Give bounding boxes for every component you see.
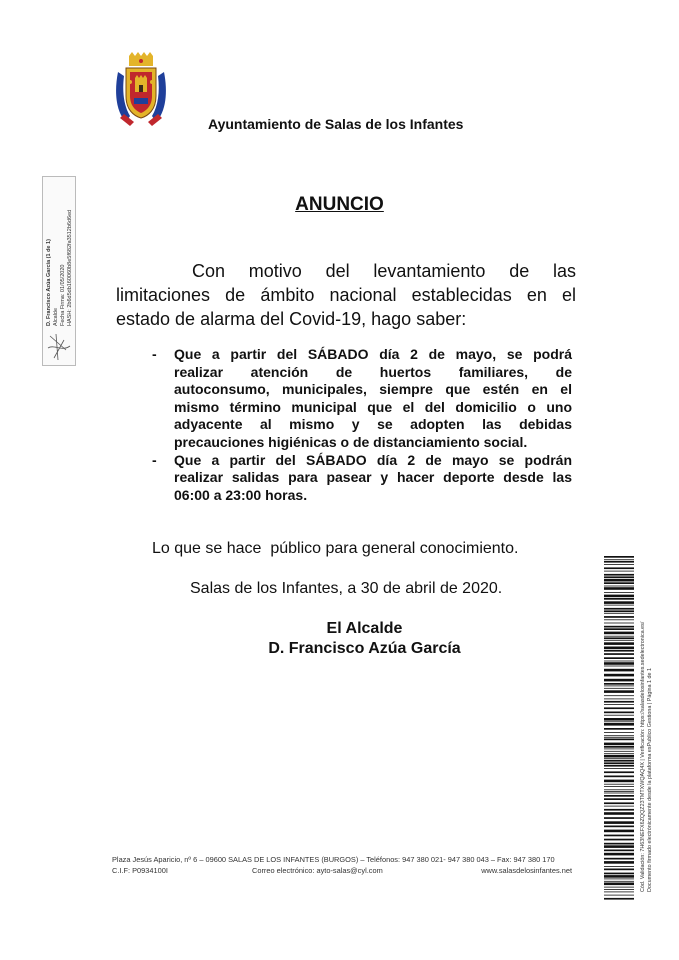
- barcode-bar: [604, 636, 634, 637]
- barcode-bar: [604, 601, 634, 604]
- barcode-bar: [604, 679, 634, 682]
- bullet-item: [152, 452, 572, 505]
- validation-line: Cód. Validación: 7H63NEFX6ZQQZ23TMTXWQAQ4X | Verificación: https://salasdelosinfantes.sedelectronica.es/: [640, 621, 646, 892]
- barcode-bar: [604, 721, 634, 722]
- barcode-bar: [604, 780, 634, 783]
- footer-cif: C.I.F: P0934100I: [112, 866, 168, 875]
- barcode-bar: [604, 686, 634, 687]
- barcode-bar: [604, 812, 634, 815]
- barcode-bar: [604, 586, 634, 587]
- barcode-bar: [604, 598, 634, 600]
- bullet-dash: -: [152, 451, 157, 468]
- handwritten-signature: [46, 332, 72, 362]
- intro-line: limitaciones de ámbito nacional establecidas en el: [116, 285, 576, 305]
- intro-line: Con motivo del levantamiento de las: [192, 261, 576, 281]
- barcode-bar: [604, 632, 634, 635]
- bullet-line: precauciones higiénicas o de distanciamiento social.: [174, 433, 528, 450]
- bullet-item: [152, 346, 572, 452]
- barcode-bar: [604, 642, 634, 645]
- barcode-bar: [604, 605, 634, 606]
- barcode-bar: [604, 715, 634, 716]
- barcode-bar: [604, 765, 634, 767]
- barcode-bar: [604, 898, 634, 900]
- barcode-bar: [604, 637, 634, 639]
- barcode-bar: [604, 853, 634, 856]
- barcode-bar: [604, 666, 634, 667]
- barcode-bar: [604, 793, 634, 794]
- barcode-bar: [604, 789, 634, 790]
- barcode-bar: [604, 723, 634, 726]
- barcode-bar: [604, 762, 634, 764]
- barcode-bar: [604, 653, 634, 655]
- bullet-line: realizar atención de huertos familiares, de: [174, 363, 572, 380]
- barcode-bar: [604, 751, 634, 752]
- barcode-bar: [604, 688, 634, 689]
- barcode-bar: [604, 735, 634, 736]
- barcode: [604, 556, 634, 900]
- bullet-line: Que a partir del SÁBADO día 2 de mayo se podrán: [174, 451, 572, 468]
- barcode-bar: [604, 567, 634, 569]
- barcode-bar: [604, 776, 634, 778]
- barcode-bar: [604, 610, 634, 612]
- barcode-bar: [604, 737, 634, 738]
- barcode-bar: [604, 866, 634, 867]
- barcode-bar: [604, 595, 634, 598]
- barcode-bar: [604, 835, 634, 837]
- barcode-bar: [604, 821, 634, 824]
- bullet-line: realizar salidas para pasear y hacer deporte desde las: [174, 469, 572, 486]
- barcode-bar: [604, 707, 634, 709]
- bullet-line: adyacente al mismo y se adopten las debidas: [174, 416, 572, 433]
- page-footer: [112, 854, 572, 876]
- closing-statement: Lo que se hace público para general conocimiento.: [152, 540, 519, 557]
- barcode-bar: [604, 875, 634, 878]
- barcode-bar: [604, 758, 634, 759]
- barcode-bar: [604, 861, 634, 864]
- notice-intro: [116, 259, 576, 331]
- barcode-bar: [604, 608, 634, 610]
- barcode-bar: [604, 699, 634, 700]
- barcode-bar: [604, 791, 634, 792]
- barcode-bar: [604, 830, 634, 833]
- barcode-bar: [604, 873, 634, 875]
- barcode-bar: [604, 592, 634, 593]
- barcode-bar: [604, 749, 634, 750]
- barcode-bar: [604, 889, 634, 890]
- barcode-bar: [604, 619, 634, 620]
- barcode-bar: [604, 817, 634, 819]
- barcode-bar: [604, 579, 634, 582]
- barcode-bar: [604, 843, 634, 845]
- signature-stamp-line: Alcalde: [53, 307, 59, 326]
- barcode-bar: [604, 739, 634, 741]
- validation-line: Documento firmado electrónicamente desde la plataforma esPublico Gestiona | Página 1 de 1: [647, 667, 653, 892]
- barcode-bar: [604, 746, 634, 748]
- barcode-bar: [604, 574, 634, 576]
- barcode-bar: [604, 869, 634, 871]
- barcode-bar: [604, 650, 634, 652]
- barcode-bar: [604, 809, 634, 811]
- notice-title: ANUNCIO: [295, 194, 384, 215]
- signer-name: D. Francisco Azúa García: [268, 640, 461, 657]
- bullet-line: mismo término municipal que el del domicilio o uno: [174, 398, 572, 415]
- barcode-bar: [604, 768, 634, 769]
- barcode-bar: [604, 784, 634, 785]
- barcode-bar: [604, 732, 634, 733]
- barcode-bar: [604, 613, 634, 614]
- bullet-line: 06:00 a 23:00 horas.: [174, 486, 308, 503]
- footer-address: Plaza Jesús Aparicio, nº 6 – 09600 SALAS DE LOS INFANTES (BURGOS) – Teléfonos: 947 380 021- 947 380 043 – Fax: 947 380 170: [112, 855, 555, 864]
- barcode-bar: [604, 771, 634, 773]
- barcode-bar: [604, 795, 634, 797]
- signer-role: El Alcalde: [326, 620, 403, 637]
- intro-line: estado de alarma del Covid-19, hago saber:: [116, 309, 467, 329]
- barcode-bar: [604, 628, 634, 630]
- footer-website: www.salasdelosinfantes.net: [481, 866, 572, 875]
- barcode-bar: [604, 718, 634, 721]
- signature-stamp-text: [46, 210, 74, 326]
- barcode-bar: [604, 616, 634, 618]
- organization-heading: Ayuntamiento de Salas de los Infantes: [208, 116, 464, 132]
- barcode-bar: [604, 883, 634, 886]
- barcode-bar: [604, 662, 634, 665]
- signature-stamp-line: Fecha Firma: 01/05/2020: [60, 264, 66, 326]
- barcode-bar: [604, 556, 634, 558]
- place-and-date: Salas de los Infantes, a 30 de abril de 2020.: [190, 580, 503, 597]
- barcode-bar: [604, 712, 634, 714]
- barcode-bar: [604, 683, 634, 685]
- barcode-bar: [604, 892, 634, 893]
- barcode-bar: [604, 881, 634, 882]
- barcode-bar: [604, 571, 634, 572]
- barcode-bar: [604, 895, 634, 896]
- signature-stamp-line: HASH: 2b6d5db160060b8e5f682fa3512b6d6ed: [67, 209, 73, 326]
- barcode-bar: [604, 623, 634, 624]
- barcode-bar: [604, 802, 634, 804]
- municipal-crest-logo: [112, 52, 170, 128]
- barcode-bar: [604, 640, 634, 641]
- barcode-bar: [604, 561, 634, 563]
- barcode-bar: [604, 704, 634, 705]
- signature-stamp-line: D. Francisco Azúa García (1 de 1): [46, 239, 52, 326]
- barcode-bar: [604, 690, 634, 693]
- barcode-bar: [604, 626, 634, 628]
- barcode-bar: [604, 755, 634, 758]
- bullet-line: Que a partir del SÁBADO día 2 de mayo, se podrá: [174, 346, 572, 362]
- barcode-bar: [604, 674, 634, 677]
- barcode-bar: [604, 887, 634, 888]
- barcode-bar: [604, 743, 634, 746]
- barcode-bar: [604, 564, 634, 565]
- barcode-bar: [604, 858, 634, 860]
- barcode-bar: [604, 587, 634, 590]
- barcode-bar: [604, 728, 634, 730]
- validation-text: [640, 622, 654, 892]
- barcode-bar: [604, 661, 634, 662]
- barcode-bar: [604, 669, 634, 672]
- barcode-bar: [604, 657, 634, 659]
- barcode-bar: [604, 559, 634, 560]
- barcode-bar: [604, 753, 634, 754]
- barcode-bar: [604, 826, 634, 828]
- barcode-bar: [604, 576, 634, 578]
- barcode-bar: [604, 845, 634, 848]
- barcode-bar: [604, 701, 634, 703]
- barcode-bar: [604, 786, 634, 787]
- notice-bullets: [152, 346, 572, 504]
- barcode-bar: [604, 798, 634, 800]
- bullet-line: autoconsumo, municipales, siempre que estén en el: [174, 381, 572, 398]
- footer-email: Correo electrónico: ayto-salas@cyl.com: [252, 866, 383, 875]
- barcode-bar: [604, 647, 634, 650]
- barcode-bar: [604, 760, 634, 762]
- barcode-bar: [604, 879, 634, 880]
- barcode-bar: [604, 695, 634, 696]
- barcode-bar: [604, 806, 634, 807]
- bullet-dash: -: [152, 346, 157, 362]
- barcode-bar: [604, 839, 634, 841]
- barcode-bar: [604, 582, 634, 584]
- barcode-bar: [604, 850, 634, 852]
